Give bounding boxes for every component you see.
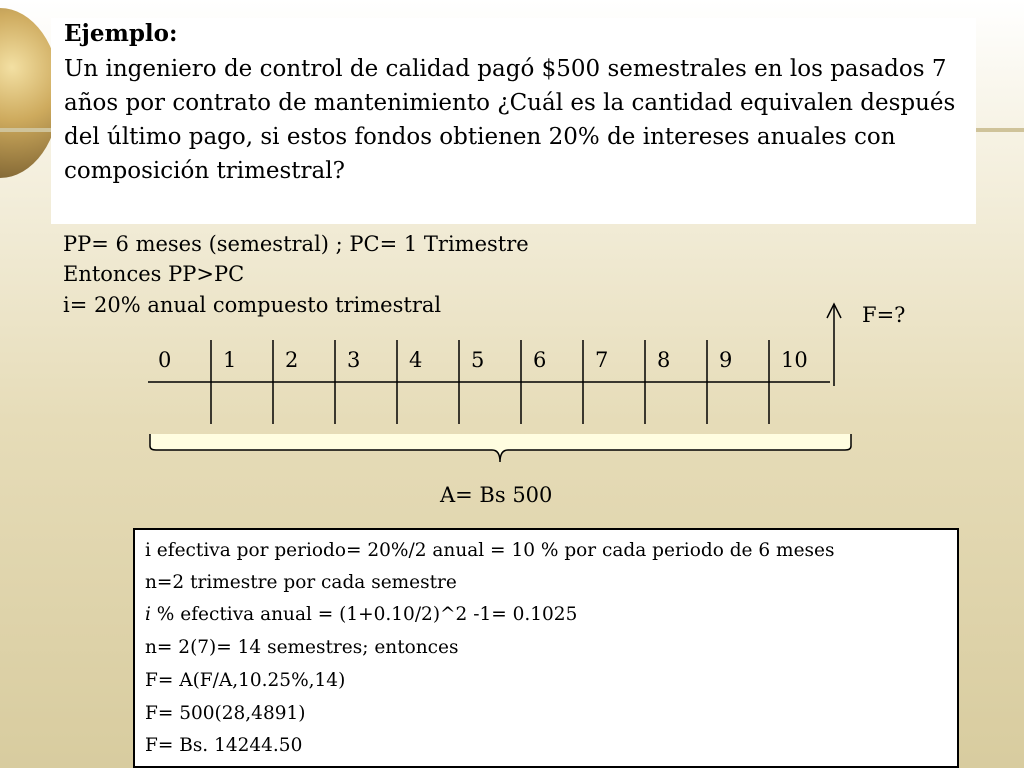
- period-label: 3: [347, 348, 361, 372]
- solution-line: n=2 trimestre por cada semestre: [145, 572, 457, 593]
- period-label: 8: [657, 348, 671, 372]
- example-statement: Un ingeniero de control de calidad pagó $500 semestrales en los pasados 7 años por contrato de mantenimiento ¿Cuál es la cantidad equivalen después del último pago, si estos fondos obtienen 20% de intereses anuales con composición trimestral?: [64, 56, 956, 184]
- period-label: 10: [781, 348, 808, 372]
- solution-line: F= 500(28,4891): [145, 703, 306, 724]
- period-label: 0: [158, 348, 172, 372]
- given-periods: PP= 6 meses (semestral) ; PC= 1 Trimestre: [63, 232, 529, 256]
- period-label: 2: [285, 348, 299, 372]
- period-label: 6: [533, 348, 547, 372]
- period-label: 7: [595, 348, 609, 372]
- period-label: 9: [719, 348, 733, 372]
- given-interest: i= 20% anual compuesto trimestral: [63, 293, 442, 317]
- annuity-label: A= Bs 500: [440, 483, 553, 507]
- solution-box: [133, 528, 959, 768]
- period-label: 1: [223, 348, 237, 372]
- solution-line: i efectiva por periodo= 20%/2 anual = 10 % por cada periodo de 6 meses: [145, 540, 835, 561]
- period-label: 4: [409, 348, 423, 372]
- future-value-label: F=?: [862, 303, 906, 327]
- solution-var-i: i: [145, 604, 151, 625]
- annuity-brace: [150, 434, 851, 462]
- solution-line: F= A(F/A,10.25%,14): [145, 670, 346, 691]
- period-label: 5: [471, 348, 485, 372]
- solution-line: n= 2(7)= 14 semestres; entonces: [145, 637, 459, 658]
- given-comparison: Entonces PP>PC: [63, 262, 245, 286]
- solution-line: [145, 604, 577, 625]
- solution-text: % efectiva anual = (1+0.10/2)^2 -1= 0.1025: [150, 604, 578, 625]
- solution-result: F= Bs. 14244.50: [145, 735, 303, 756]
- example-title: Ejemplo:: [64, 20, 178, 47]
